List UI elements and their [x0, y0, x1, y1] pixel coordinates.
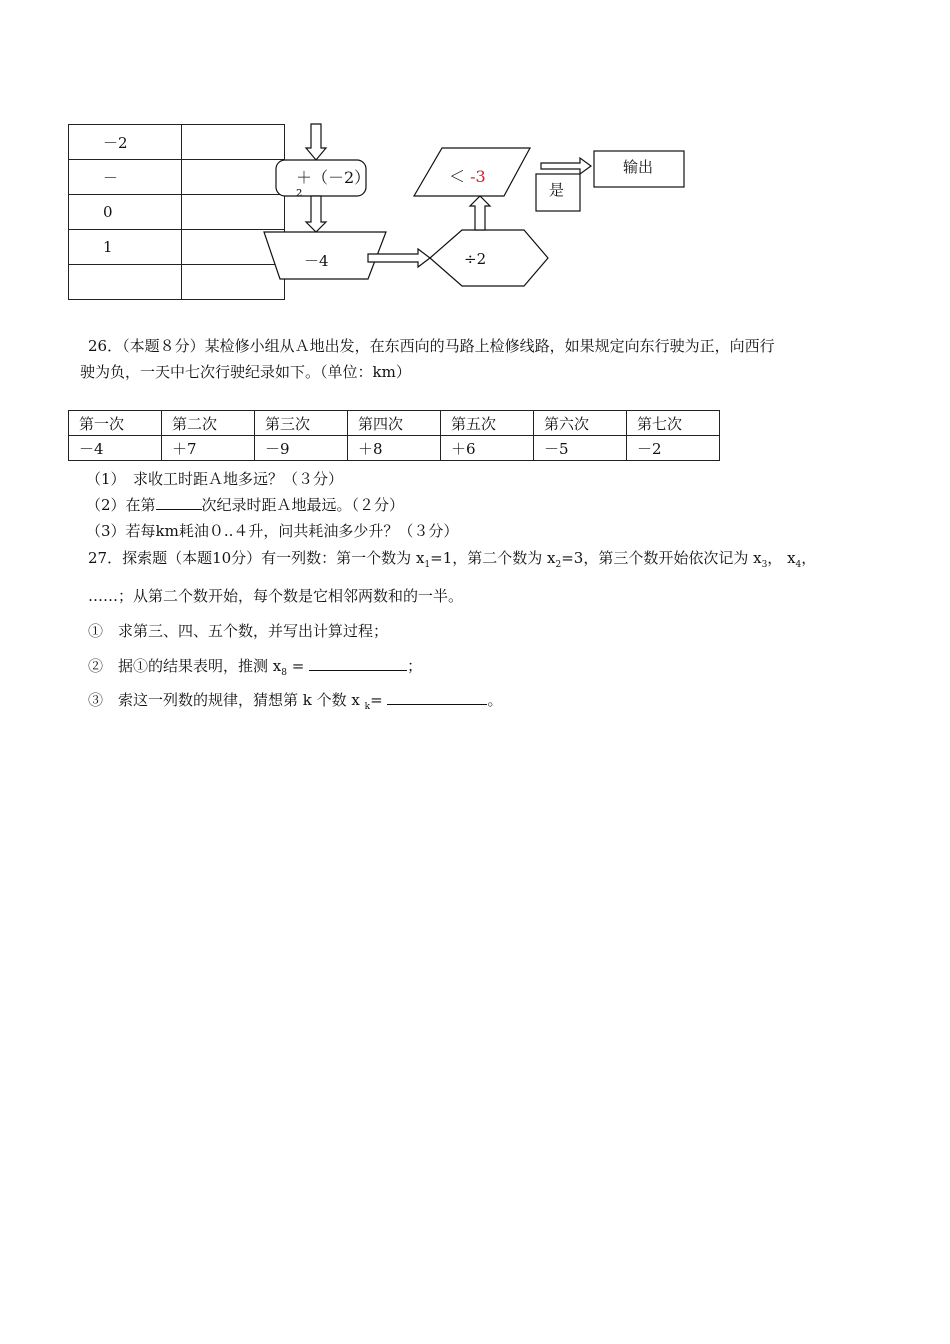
table-row [69, 436, 720, 461]
input-cell [69, 265, 182, 300]
q27-text: ② 据①的结果表明，推测 x [88, 657, 282, 675]
answer-blank[interactable] [387, 704, 487, 705]
entry-arrow [306, 124, 326, 160]
compare-operator: ＜ [449, 167, 466, 186]
q26-sub3: （3）若每km耗油０..４升，问共耗油多少升？（３分） [86, 522, 459, 540]
subscript: k [364, 702, 371, 712]
q27-text: ， x [767, 549, 796, 567]
hexagon-label: ÷2 [464, 250, 487, 268]
header-cell: 第三次 [255, 411, 348, 436]
header-cell: 第七次 [627, 411, 720, 436]
q26-line1: 26．（本题８分）某检修小组从Ａ地出发，在东西向的马路上检修线路，如果规定向东行驶为正，向西行 [88, 337, 775, 355]
compare-label [449, 164, 486, 187]
q26-sub2 [86, 495, 404, 515]
q27-text: ； [407, 657, 423, 675]
hexagon-to-compare-arrow [470, 196, 490, 230]
q26-sub1: （1） 求收工时距Ａ地多远？（３分） [86, 470, 344, 488]
q27-text: = [370, 691, 388, 709]
trip-table [68, 410, 720, 461]
value-cell: －5 [534, 436, 627, 461]
table-row [69, 195, 285, 230]
table-row [69, 411, 720, 436]
add-box-label: ＋（－2）² [296, 168, 363, 205]
value-cell: ＋8 [348, 436, 441, 461]
yes-arrow [541, 158, 591, 174]
value-cell: ＋6 [441, 436, 534, 461]
input-cell: 0 [69, 195, 182, 230]
q27-item3 [88, 690, 502, 717]
input-table [68, 124, 285, 300]
answer-blank[interactable] [309, 670, 407, 671]
q27-text: ， [801, 549, 817, 567]
value-cell: －9 [255, 436, 348, 461]
q27-item2 [88, 656, 422, 683]
value-cell: －4 [69, 436, 162, 461]
subscript: 8 [281, 668, 287, 678]
q27-text: 。 [487, 691, 503, 709]
q27-text: ③ 索这一列数的规律，猜想第 k 个数 x [88, 691, 365, 709]
input-cell: 1 [69, 230, 182, 265]
table-row [69, 265, 285, 300]
header-cell: 第五次 [441, 411, 534, 436]
q27-text: =1，第二个数为 x [430, 549, 556, 567]
header-cell: 第二次 [162, 411, 255, 436]
q27-text: 27．探索题（本题10分）有一列数：第一个数为 x [88, 549, 425, 567]
q26-line2: 驶为负，一天中七次行驶纪录如下。（单位：km） [80, 363, 411, 381]
flowchart [260, 118, 700, 308]
subscript: 4 [795, 560, 802, 570]
q27-item1: ① 求第三、四、五个数，并写出计算过程； [88, 622, 389, 640]
q26-sub2-suffix: 次纪录时距Ａ地最远。（２分） [201, 496, 405, 514]
input-cell: －2 [69, 125, 182, 160]
yes-label: 是 [549, 181, 565, 199]
q26-sub2-prefix: （2）在第 [86, 496, 156, 514]
q27-text: = [286, 657, 310, 675]
q27-line1 [88, 548, 816, 575]
input-cell: － [69, 160, 182, 195]
header-cell: 第四次 [348, 411, 441, 436]
header-cell: 第一次 [69, 411, 162, 436]
header-cell: 第六次 [534, 411, 627, 436]
answer-blank[interactable] [156, 509, 202, 510]
divide-hexagon [430, 230, 548, 286]
compare-value: -3 [470, 167, 486, 186]
subscript: 1 [424, 560, 431, 570]
subscript: 3 [761, 560, 768, 570]
q27-text: =3，第三个数开始依次记为 x [561, 549, 762, 567]
trapezoid-label: －4 [304, 252, 329, 270]
subscript: 2 [555, 560, 562, 570]
output-label: 输出 [623, 158, 654, 176]
table-row [69, 125, 285, 160]
table-row [69, 230, 285, 265]
value-cell: ＋7 [162, 436, 255, 461]
table-row [69, 160, 285, 195]
value-cell: －2 [627, 436, 720, 461]
q27-line2: ……；从第二个数开始，每个数是它相邻两数和的一半。 [88, 587, 464, 605]
